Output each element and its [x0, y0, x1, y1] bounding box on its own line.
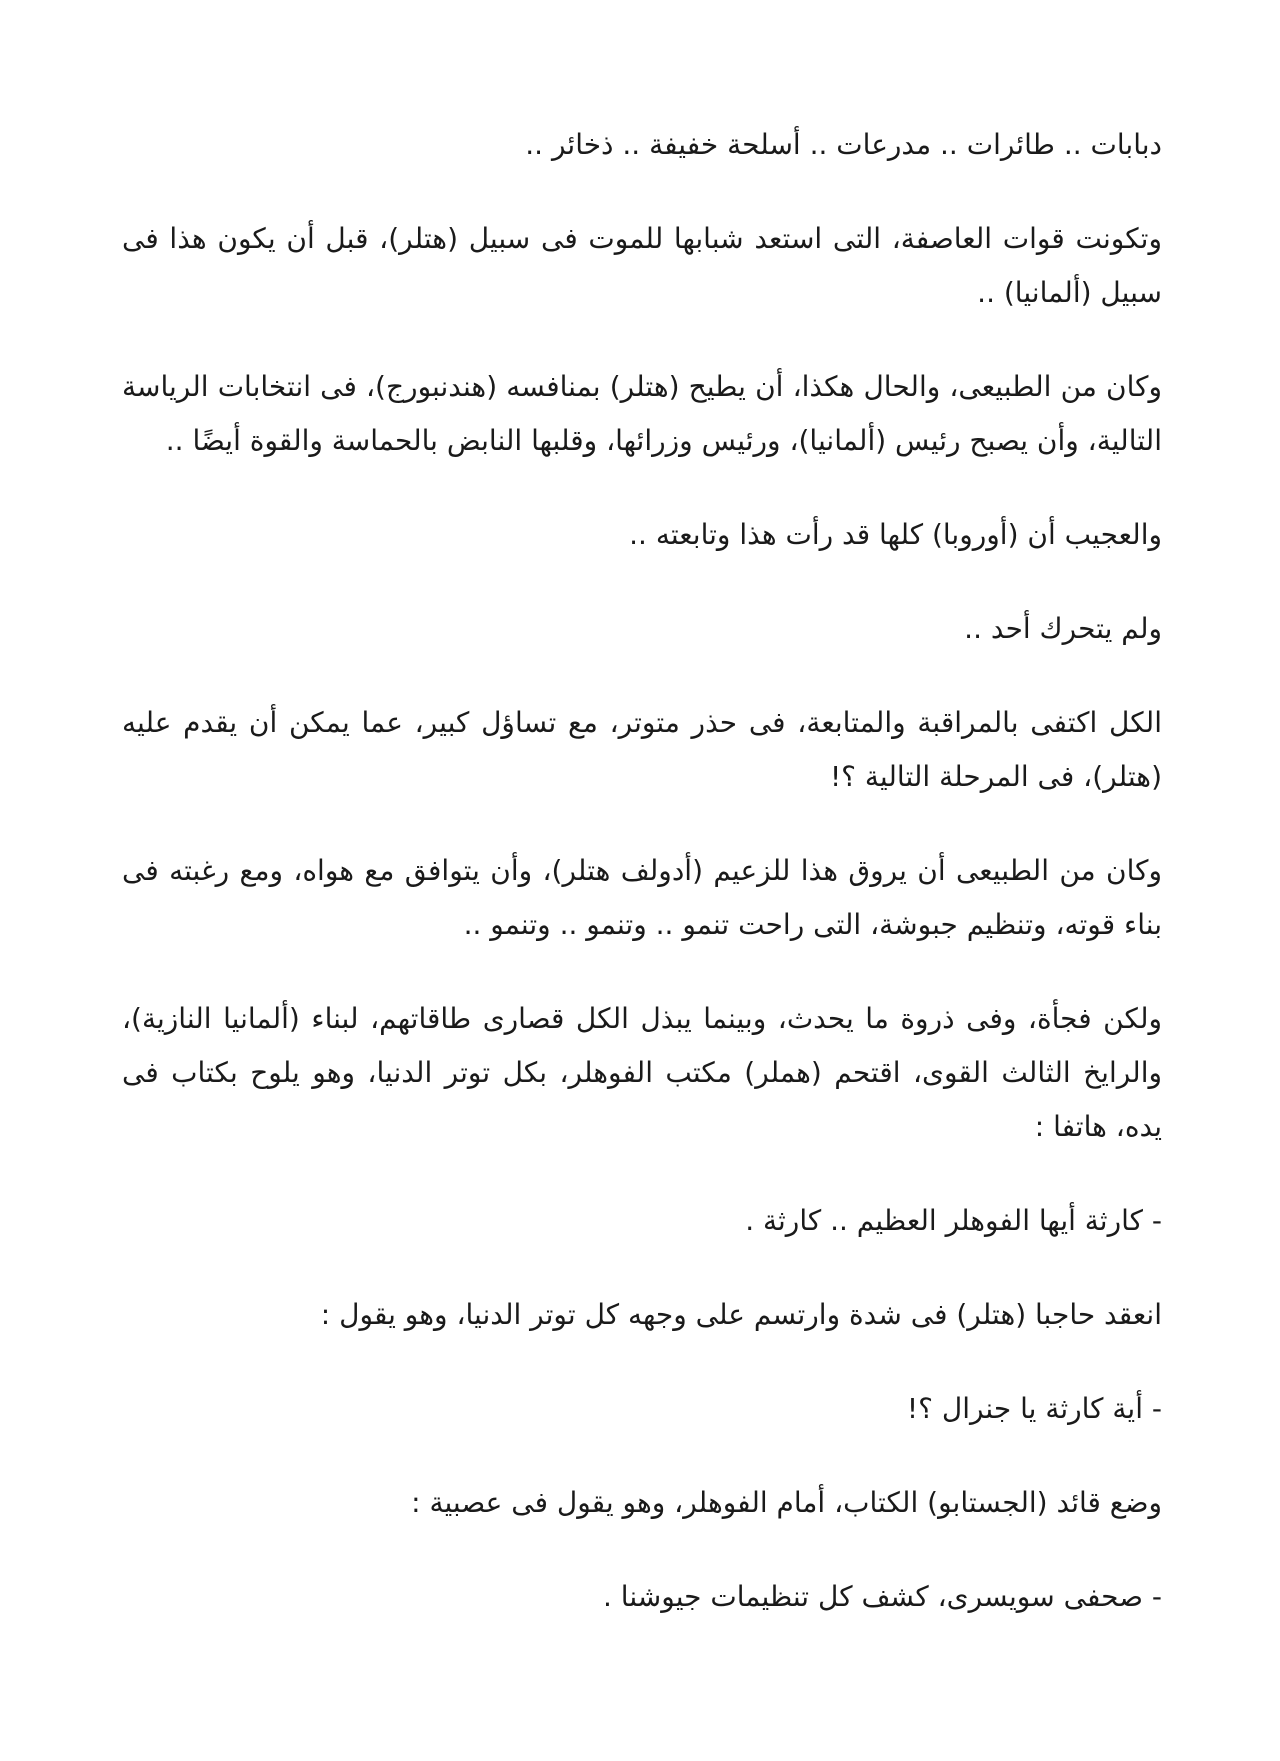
paragraph: انعقد حاجبا (هتلر) فى شدة وارتسم على وجهه كل توتر الدنيا، وهو يقول :: [320, 1298, 1162, 1331]
paragraph: ولم يتحرك أحد ..: [964, 612, 1162, 645]
paragraph: والعجيب أن (أوروبا) كلها قد رأت هذا وتابعته ..: [629, 518, 1162, 551]
dialogue-line: - صحفى سويسرى، كشف كل تنظيمات جيوشنا .: [603, 1580, 1162, 1613]
paragraph: الكل اكتفى بالمراقبة والمتابعة، فى حذر متوتر، مع تساؤل كبير، عما يمكن أن يقدم عليه (هتلر)، فى المرحلة التالية ؟!: [122, 706, 1162, 793]
paragraph: دبابات .. طائرات .. مدرعات .. أسلحة خفيفة .. ذخائر ..: [525, 128, 1162, 161]
body-text: [122, 118, 1162, 1624]
dialogue-line: - أية كارثة يا جنرال ؟!: [906, 1392, 1162, 1425]
paragraph: وتكونت قوات العاصفة، التى استعد شبابها للموت فى سبيل (هتلر)، قبل أن يكون هذا فى سبيل (ألمانيا) ..: [122, 222, 1162, 309]
paragraph: وكان من الطبيعى، والحال هكذا، أن يطيح (هتلر) بمنافسه (هندنبورج)، فى انتخابات الرياسة التالية، وأن يصبح رئيس (ألمانيا)، ورئيس وزرائها، وقلبها النابض بالحماسة والقوة أيضًا ..: [122, 370, 1162, 457]
paragraph: وضع قائد (الجستابو) الكتاب، أمام الفوهلر، وهو يقول فى عصبية :: [411, 1486, 1162, 1519]
paragraph: وكان من الطبيعى أن يروق هذا للزعيم (أدولف هتلر)، وأن يتوافق مع هواه، ومع رغبته فى بناء قوته، وتنظيم جبوشة، التى راحت تنمو .. وتنمو .. وتنمو ..: [122, 854, 1162, 941]
paragraph: ولكن فجأة، وفى ذروة ما يحدث، وبينما يبذل الكل قصارى طاقاتهم، لبناء (ألمانيا النازية)، والرايخ الثالث القوى، اقتحم (هملر) مكتب الفوهلر، بكل توتر الدنيا، وهو يلوح بكتاب فى يده، هاتفا :: [122, 1002, 1162, 1143]
dialogue-line: - كارثة أيها الفوهلر العظيم .. كارثة .: [745, 1204, 1162, 1237]
